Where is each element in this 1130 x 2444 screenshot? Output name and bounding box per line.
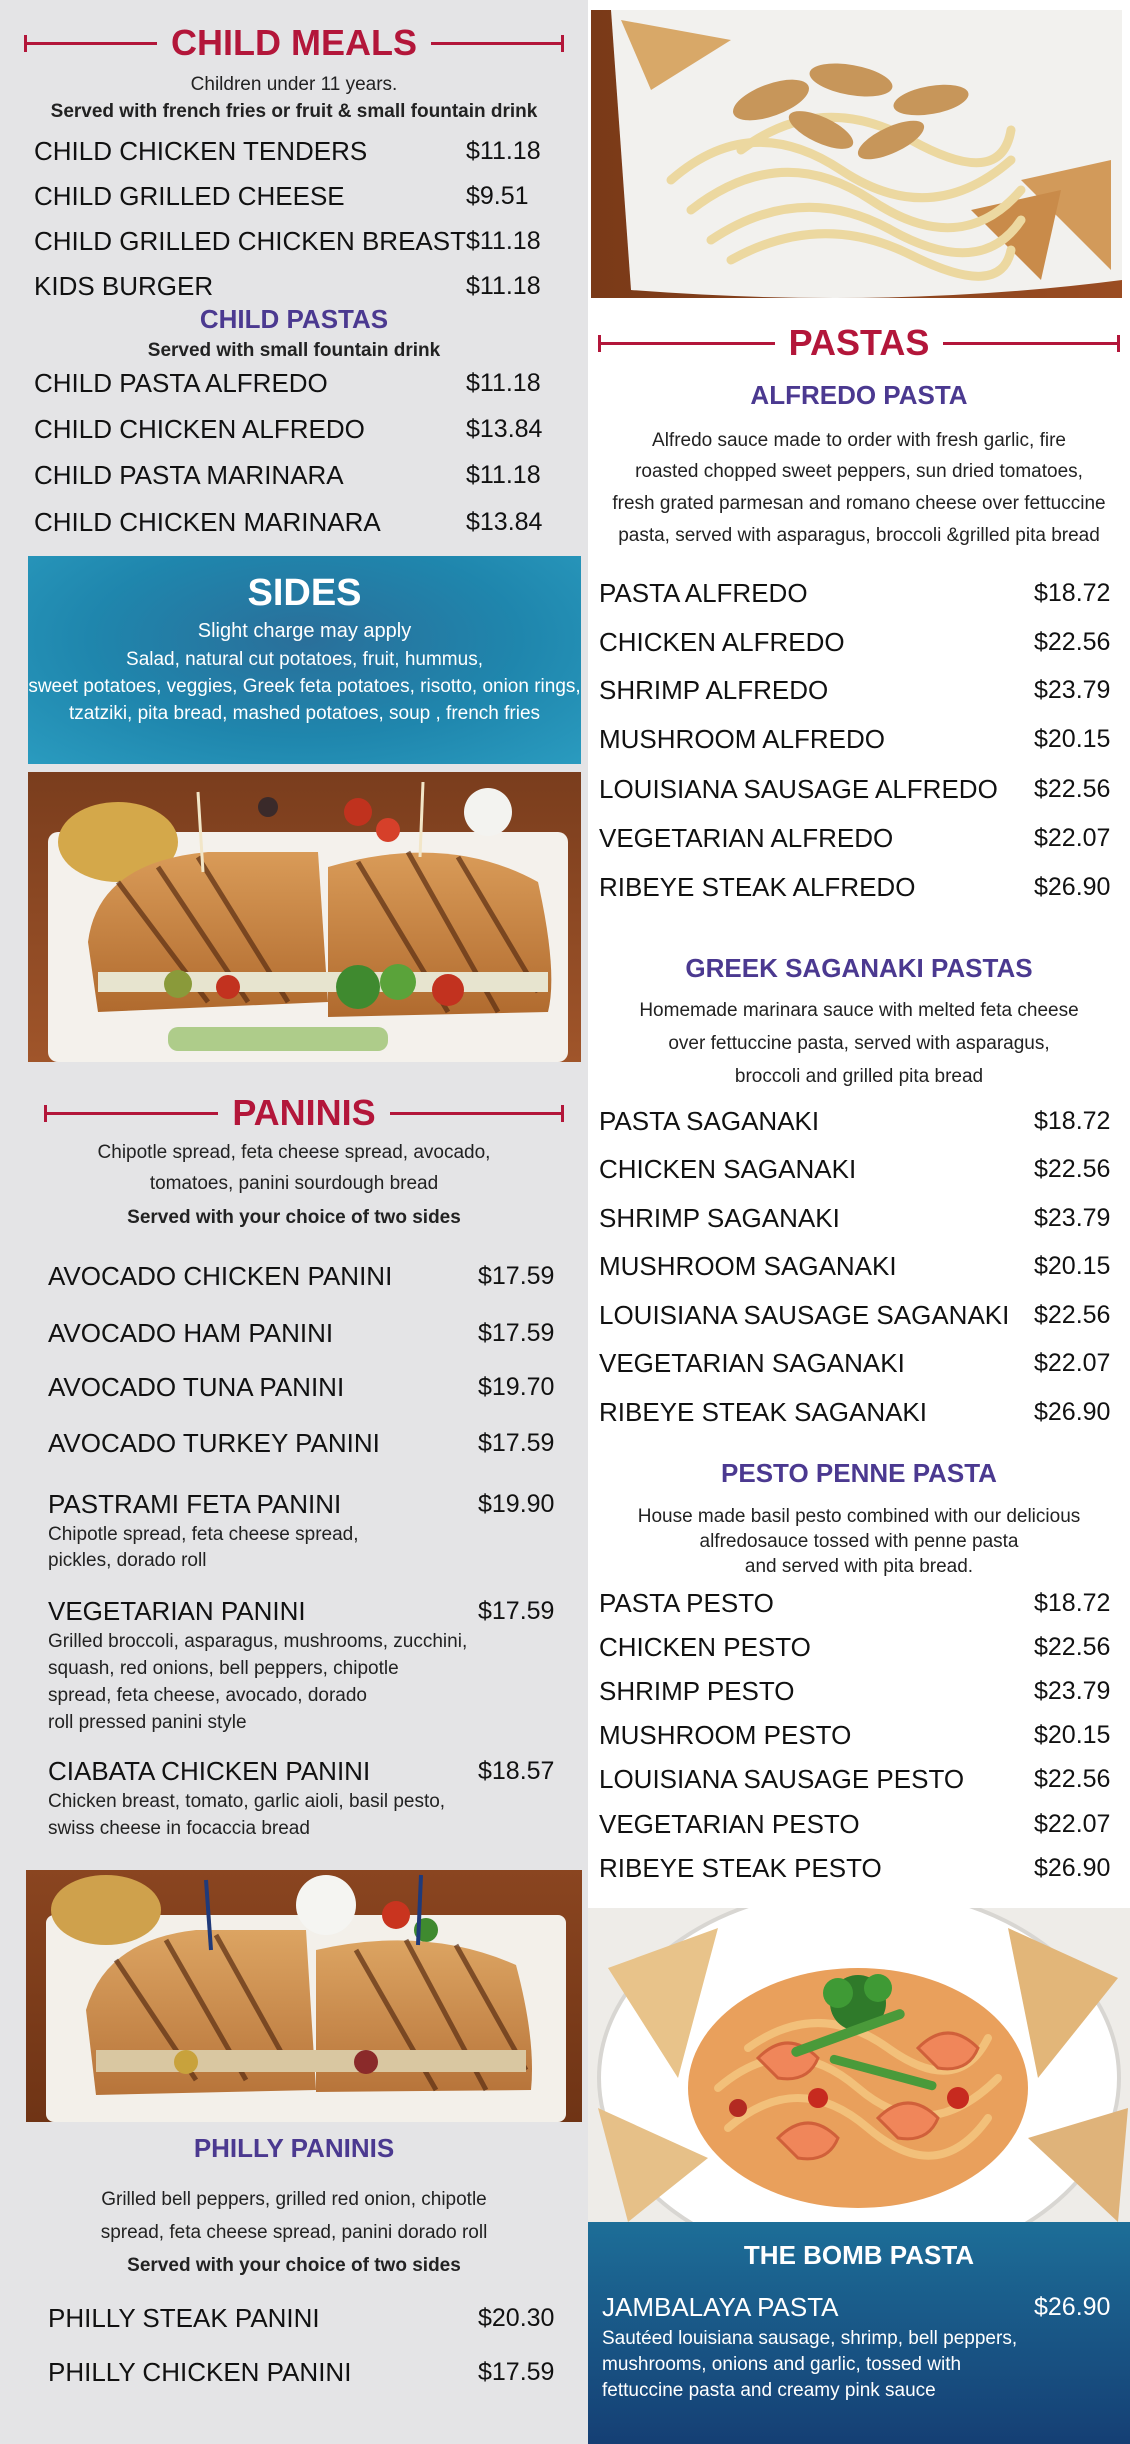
saganaki-desc: broccoli and grilled pita bread	[734, 1066, 984, 1087]
alfredo-desc: pasta, served with asparagus, broccoli &grilled pita bread	[618, 525, 1100, 546]
sides-box	[28, 556, 581, 764]
menu-item-desc: fettuccine pasta and creamy pink sauce	[602, 2380, 936, 2401]
menu-item-price: $17.59	[478, 1319, 555, 1347]
menu-item-price: $26.90	[1034, 1854, 1111, 1882]
panini-photo	[28, 772, 581, 1062]
menu-item-price: $20.15	[1034, 1721, 1111, 1749]
philly-served-note: Served with your choice of two sides	[127, 2255, 461, 2276]
menu-item-price: $22.56	[1034, 775, 1111, 803]
menu-item-name: CHILD PASTA ALFREDO	[34, 368, 328, 398]
menu-item-price: $23.79	[1034, 676, 1111, 704]
menu-item-price: $11.18	[466, 137, 541, 165]
menu-item-name: SHRIMP PESTO	[599, 1676, 795, 1706]
alfredo-pasta-photo	[591, 10, 1122, 298]
menu-item-price: $17.59	[478, 1429, 555, 1457]
panini-photo-illustration	[28, 772, 581, 1062]
menu-item-price: $22.07	[1034, 1349, 1111, 1377]
menu-item-name: PHILLY STEAK PANINI	[48, 2303, 320, 2333]
menu-item-price: $26.90	[1034, 2293, 1111, 2321]
pastas-heading	[598, 322, 1120, 364]
menu-item-desc: mushrooms, onions and garlic, tossed with	[602, 2354, 962, 2375]
menu-item-name: CHILD GRILLED CHEESE	[34, 181, 345, 211]
menu-item-name: PASTA SAGANAKI	[599, 1106, 820, 1136]
menu-item-name: AVOCADO CHICKEN PANINI	[48, 1261, 393, 1291]
menu-item-desc: squash, red onions, bell peppers, chipotle	[48, 1658, 399, 1679]
menu-item-desc: Chicken breast, tomato, garlic aioli, basil pesto,	[48, 1791, 446, 1812]
alfredo-desc: fresh grated parmesan and romano cheese over fettuccine	[612, 493, 1106, 514]
jambalaya-pasta-photo-illustration	[588, 1908, 1130, 2222]
menu-item-price: $22.56	[1034, 1301, 1111, 1329]
menu-item-name: MUSHROOM ALFREDO	[599, 724, 886, 754]
menu-item-name: RIBEYE STEAK ALFREDO	[599, 872, 916, 902]
menu-item-price: $17.59	[478, 1597, 555, 1625]
menu-item-price: $22.56	[1034, 628, 1111, 656]
child-pastas-note: Served with small fountain drink	[147, 340, 441, 361]
menu-item-price: $13.84	[466, 508, 543, 536]
menu-item-price: $22.07	[1034, 1810, 1111, 1838]
menu-item-price: $11.18	[466, 227, 541, 255]
menu-item-price: $22.56	[1034, 1633, 1111, 1661]
menu-item-price: $18.57	[478, 1757, 555, 1785]
philly-panini-photo-illustration	[26, 1870, 582, 2122]
pesto-desc: alfredosauce tossed with penne pasta	[699, 1531, 1019, 1552]
menu-item-name: CHILD CHICKEN ALFREDO	[34, 414, 365, 444]
child-pastas-title: CHILD PASTAS	[199, 304, 389, 334]
sides-list-line: tzatziki, pita bread, mashed potatoes, soup , french fries	[68, 703, 541, 724]
menu-item-name: KIDS BURGER	[34, 271, 214, 301]
menu-item-name: CHILD CHICKEN MARINARA	[34, 507, 381, 537]
philly-note: Grilled bell peppers, grilled red onion, chipotle	[101, 2189, 487, 2210]
menu-item-price: $18.72	[1034, 1589, 1111, 1617]
menu-item-price: $18.72	[1034, 1107, 1111, 1135]
paninis-note: tomatoes, panini sourdough bread	[149, 1173, 439, 1194]
menu-item-name: CHICKEN PESTO	[599, 1632, 811, 1662]
menu-item-name: SHRIMP ALFREDO	[599, 675, 829, 705]
paninis-title: PANINIS	[232, 1092, 376, 1133]
menu-item-name: PASTRAMI FETA PANINI	[48, 1489, 342, 1519]
menu-item-price: $13.84	[466, 415, 543, 443]
menu-item-name: LOUISIANA SAUSAGE ALFREDO	[599, 774, 998, 804]
menu-item-name: RIBEYE STEAK PESTO	[599, 1853, 882, 1883]
menu-item-price: $17.59	[478, 2358, 555, 2386]
sides-title: SIDES	[247, 572, 362, 614]
menu-item-desc: roll pressed panini style	[48, 1712, 247, 1733]
menu-item-price: $20.30	[478, 2304, 555, 2332]
alfredo-pasta-photo-illustration	[591, 10, 1122, 298]
child-meals-note: Children under 11 years.	[190, 74, 398, 95]
alfredo-pasta-title: ALFREDO PASTA	[750, 380, 968, 410]
pesto-desc: House made basil pesto combined with our delicious	[637, 1506, 1081, 1527]
menu-item-name: CHICKEN SAGANAKI	[599, 1154, 857, 1184]
bomb-pasta-title: THE BOMB PASTA	[743, 2240, 975, 2270]
saganaki-pasta-title: GREEK SAGANAKI PASTAS	[685, 953, 1033, 983]
menu-item-price: $22.56	[1034, 1155, 1111, 1183]
pesto-pasta-title: PESTO PENNE PASTA	[721, 1458, 997, 1488]
menu-item-price: $19.70	[478, 1373, 555, 1401]
child-meals-heading	[24, 22, 564, 64]
menu-item-name: CHICKEN ALFREDO	[599, 627, 845, 657]
menu-item-price: $20.15	[1034, 1252, 1111, 1280]
philly-panini-photo	[26, 1870, 582, 2122]
menu-item-price: $11.18	[466, 272, 541, 300]
menu-item-desc: swiss cheese in focaccia bread	[48, 1818, 310, 1839]
menu-item-name: LOUISIANA SAUSAGE SAGANAKI	[599, 1300, 1010, 1330]
menu-item-name: VEGETARIAN SAGANAKI	[599, 1348, 905, 1378]
menu-item-name: PHILLY CHICKEN PANINI	[48, 2357, 352, 2387]
menu-item-name: LOUISIANA SAUSAGE PESTO	[599, 1764, 965, 1794]
menu-item-price: $26.90	[1034, 1398, 1111, 1426]
paninis-note: Chipotle spread, feta cheese spread, avocado,	[97, 1142, 491, 1163]
menu-item-price: $23.79	[1034, 1677, 1111, 1705]
menu-item-name: AVOCADO TUNA PANINI	[48, 1372, 345, 1402]
menu-item-price: $11.18	[466, 461, 541, 489]
menu-item-name: MUSHROOM PESTO	[599, 1720, 852, 1750]
menu-item-name: VEGETARIAN PESTO	[599, 1809, 860, 1839]
menu-item-name: PASTA PESTO	[599, 1588, 774, 1618]
menu-item-price: $26.90	[1034, 873, 1111, 901]
menu-item-name: MUSHROOM SAGANAKI	[599, 1251, 897, 1281]
pesto-desc: and served with pita bread.	[744, 1556, 974, 1577]
child-meals-served-note: Served with french fries or fruit & small fountain drink	[50, 101, 538, 122]
menu-item-price: $11.18	[466, 369, 541, 397]
menu-item-name: VEGETARIAN PANINI	[48, 1596, 306, 1626]
paninis-served-note: Served with your choice of two sides	[127, 1207, 461, 1228]
menu-item-price: $22.07	[1034, 824, 1111, 852]
philly-note: spread, feta cheese spread, panini dorado roll	[100, 2222, 488, 2243]
menu-item-name: CHILD PASTA MARINARA	[34, 460, 344, 490]
pastas-title: PASTAS	[788, 322, 930, 363]
menu-item-name: SHRIMP SAGANAKI	[599, 1203, 840, 1233]
menu-item-name: CHILD GRILLED CHICKEN BREAST	[34, 226, 466, 256]
menu-item-name: AVOCADO HAM PANINI	[48, 1318, 334, 1348]
menu-item-name: JAMBALAYA PASTA	[602, 2292, 839, 2322]
menu-item-price: $19.90	[478, 1490, 555, 1518]
menu-item-price: $20.15	[1034, 725, 1111, 753]
menu-item-desc: Sautéed louisiana sausage, shrimp, bell peppers,	[602, 2328, 1018, 2349]
bomb-pasta-box	[588, 2222, 1130, 2444]
menu-item-name: CHILD CHICKEN TENDERS	[34, 136, 368, 166]
menu-item-price: $17.59	[478, 1262, 555, 1290]
menu-item-desc: Grilled broccoli, asparagus, mushrooms, zucchini,	[48, 1631, 468, 1652]
alfredo-desc: Alfredo sauce made to order with fresh garlic, fire	[652, 430, 1066, 451]
menu-item-name: VEGETARIAN ALFREDO	[599, 823, 894, 853]
menu-item-name: CIABATA CHICKEN PANINI	[48, 1756, 371, 1786]
menu-item-name: AVOCADO TURKEY PANINI	[48, 1428, 380, 1458]
menu-item-desc: Chipotle spread, feta cheese spread,	[48, 1524, 359, 1545]
paninis-heading	[44, 1092, 564, 1134]
menu-item-desc: pickles, dorado roll	[48, 1550, 207, 1571]
child-meals-title: CHILD MEALS	[171, 22, 417, 63]
menu-item-name: RIBEYE STEAK SAGANAKI	[599, 1397, 927, 1427]
sides-list-line: sweet potatoes, veggies, Greek feta potatoes, risotto, onion rings,	[28, 676, 581, 697]
menu-item-price: $22.56	[1034, 1765, 1111, 1793]
menu-item-price: $23.79	[1034, 1204, 1111, 1232]
jambalaya-pasta-photo	[588, 1908, 1130, 2222]
menu-item-desc: spread, feta cheese, avocado, dorado	[48, 1685, 368, 1706]
menu-item-price: $9.51	[466, 182, 529, 210]
saganaki-desc: over fettuccine pasta, served with asparagus,	[668, 1033, 1050, 1054]
sides-list-line: Salad, natural cut potatoes, fruit, hummus,	[126, 649, 483, 670]
menu-item-price: $18.72	[1034, 579, 1111, 607]
philly-paninis-title: PHILLY PANINIS	[193, 2133, 395, 2163]
saganaki-desc: Homemade marinara sauce with melted feta cheese	[639, 1000, 1079, 1021]
menu-item-name: PASTA ALFREDO	[599, 578, 808, 608]
alfredo-desc: roasted chopped sweet peppers, sun dried tomatoes,	[635, 461, 1083, 482]
sides-charge-note: Slight charge may apply	[197, 620, 412, 642]
